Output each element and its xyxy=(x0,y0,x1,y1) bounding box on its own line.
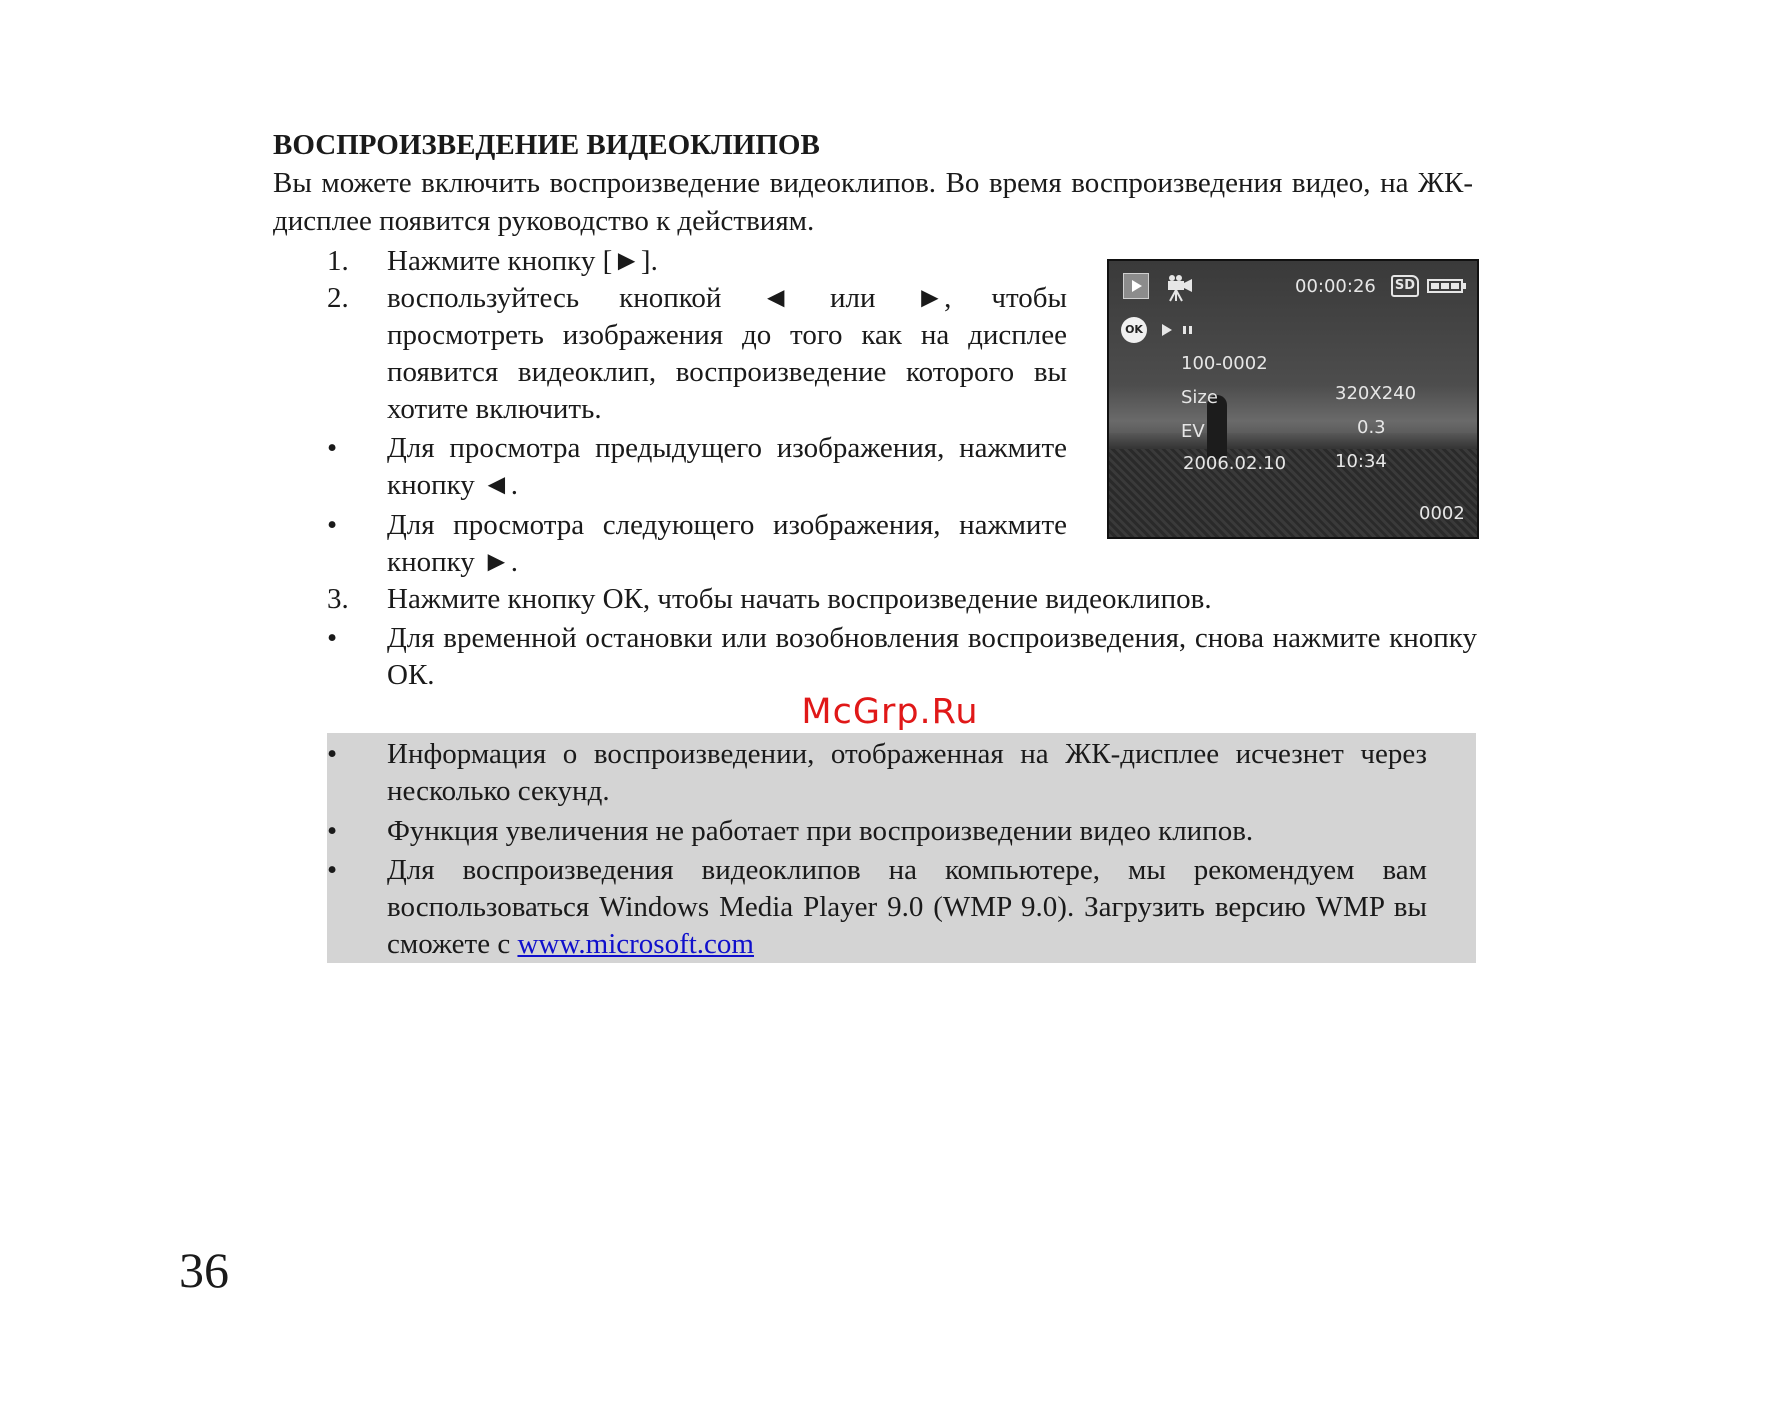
lcd-ev-value: 0.3 xyxy=(1357,417,1386,438)
ok-button-icon: OK xyxy=(1121,317,1147,343)
bullet-text: Для просмотра следующего изображения, нажмите кнопку ►. xyxy=(387,509,1067,578)
battery-icon xyxy=(1427,279,1467,293)
step-2 xyxy=(327,280,1067,428)
bullet-marker: • xyxy=(327,432,338,464)
bullet-text: Для просмотра предыдущего изображения, нажмите кнопку ◄. xyxy=(387,432,1067,501)
note-marker: • xyxy=(327,854,338,886)
step-3 xyxy=(327,581,1477,618)
note-3 xyxy=(327,852,1477,963)
lcd-field xyxy=(1109,449,1477,539)
step-marker: 2. xyxy=(327,282,349,314)
lcd-size-value: 320X240 xyxy=(1335,383,1417,404)
note-text: Для воспроизведения видеоклипов на компьютере, мы рекомендуем вам воспользоваться Windows Media Player 9.0 (WMP 9.0). Загрузить версию WMP вы сможете с xyxy=(387,854,1427,960)
note-text: Информация о воспроизведении, отображенная на ЖК-дисплее исчезнет через несколько секунд. xyxy=(387,738,1427,807)
step-text: воспользуйтесь кнопкой ◄ или ►, чтобы просмотреть изображения до того как на дисплее появится видеоклип, воспроизведение которого вы хотите включить. xyxy=(387,282,1067,425)
lcd-timecode: 00:00:26 xyxy=(1295,276,1376,297)
bullet-previous xyxy=(327,430,1067,504)
bullet-marker: • xyxy=(327,509,338,541)
lcd-frame-number: 0002 xyxy=(1419,503,1465,524)
page-number: 36 xyxy=(179,1242,229,1298)
section-heading: ВОСПРОИЗВЕДЕНИЕ ВИДЕОКЛИПОВ xyxy=(273,129,820,161)
note-text: Функция увеличения не работает при воспроизведении видео клипов. xyxy=(387,815,1254,847)
movie-camera-icon xyxy=(1165,273,1195,303)
sd-card-icon: SD xyxy=(1391,275,1419,297)
step-marker: 1. xyxy=(327,245,349,277)
note-text-container xyxy=(387,852,1427,963)
lcd-time: 10:34 xyxy=(1335,451,1387,472)
lcd-file-number: 100-0002 xyxy=(1181,353,1268,374)
step-text: Нажмите кнопку ОК, чтобы начать воспроизведение видеоклипов. xyxy=(387,583,1212,615)
bullet-text: Для временной остановки или возобновления воспроизведения, снова нажмите кнопку ОК. xyxy=(387,622,1477,691)
step-text: Нажмите кнопку [►]. xyxy=(387,245,658,277)
lcd-size-label: Size xyxy=(1181,387,1218,408)
camera-lcd-screenshot xyxy=(1107,259,1479,539)
bullet-next xyxy=(327,507,1067,581)
step-1 xyxy=(327,243,1067,280)
note-marker: • xyxy=(327,738,338,770)
intro-paragraph: Вы можете включить воспроизведение видеоклипов. Во время воспроизведения видео, на ЖК-дисплее появится руководство к действиям. xyxy=(273,167,1473,237)
note-marker: • xyxy=(327,815,338,847)
note-1 xyxy=(327,736,1477,810)
lcd-ev-label: EV xyxy=(1181,421,1205,442)
step-marker: 3. xyxy=(327,583,349,615)
note-2 xyxy=(327,813,1477,850)
watermark: McGrp.Ru xyxy=(801,692,979,732)
bullet-marker: • xyxy=(327,622,338,654)
microsoft-link[interactable]: www.microsoft.com xyxy=(517,928,754,960)
play-mode-icon xyxy=(1123,273,1149,299)
lcd-date: 2006.02.10 xyxy=(1183,453,1287,474)
bullet-pause xyxy=(327,620,1477,694)
play-pause-icon xyxy=(1161,323,1195,337)
